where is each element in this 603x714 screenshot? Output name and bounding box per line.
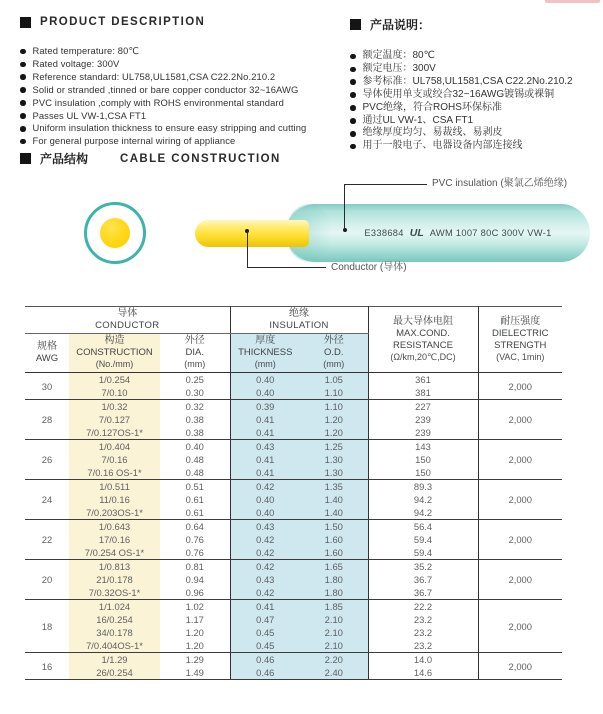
table-row <box>25 440 562 454</box>
resistance-cell: 23.2 <box>368 639 478 653</box>
od-cell: 2.10 <box>300 613 368 626</box>
awg-cell: 20 <box>25 560 69 600</box>
spec-table <box>25 306 562 680</box>
od-cell: 1.35 <box>300 480 368 494</box>
construction-cell: 7/0.254 OS-1* <box>69 546 160 560</box>
resistance-cell: 22.2 <box>368 600 478 614</box>
list-item <box>20 122 342 135</box>
list-item-text: PVC绝缘，符合ROHS环保标准 <box>362 101 502 113</box>
bullet-icon <box>350 54 356 60</box>
construction-column-header: 构造 CONSTRUCTION (No./mm) <box>69 334 160 373</box>
dia-cell: 0.94 <box>185 574 204 585</box>
product-description-cn-list <box>350 50 598 153</box>
table-row <box>25 480 562 494</box>
bullet-icon <box>350 105 356 111</box>
list-item-text: Reference standard: UL758,UL1581,CSA C22.2No.210.2 <box>32 70 276 82</box>
list-item <box>350 102 598 115</box>
list-item <box>350 76 598 89</box>
resistance-column-header: 最大导体电阻 MAX.COND. RESISTANCE (Ω/km,20℃,DC) <box>368 307 478 373</box>
page-edge-artifact <box>545 0 600 3</box>
bullet-icon <box>20 100 26 106</box>
construction-cell: 7/0.10 <box>69 386 160 400</box>
construction-cell: 7/0.16 OS-1* <box>69 466 160 480</box>
od-cell: 1.30 <box>300 453 368 466</box>
resistance-cell: 59.4 <box>368 533 478 546</box>
construction-cell: 26/0.254 <box>69 666 160 680</box>
thickness-cell: 0.42 <box>230 560 300 574</box>
list-item <box>350 115 598 128</box>
resistance-cell: 59.4 <box>368 546 478 560</box>
list-item <box>20 97 342 110</box>
od-cell: 1.30 <box>300 466 368 480</box>
thickness-cell: 0.43 <box>230 520 300 534</box>
od-cell: 1.85 <box>300 600 368 614</box>
od-cell: 1.20 <box>300 426 368 440</box>
thickness-cell: 0.43 <box>230 573 300 586</box>
list-item <box>20 135 342 148</box>
bullet-icon <box>350 131 356 137</box>
list-item <box>350 127 598 140</box>
dielectric-column-header: 耐压强度 DIELECTRIC STRENGTH (VAC, 1min) <box>478 307 562 373</box>
construction-cell: 7/0.203OS-1* <box>69 506 160 520</box>
list-item <box>350 140 598 153</box>
cable-diagram <box>0 168 603 303</box>
thickness-cell: 0.41 <box>230 426 300 440</box>
construction-cell: 7/0.16 <box>69 453 160 466</box>
bullet-icon <box>350 67 356 73</box>
resistance-cell: 239 <box>368 426 478 440</box>
dia-cell: 1.20 <box>185 627 204 638</box>
resistance-cell: 94.2 <box>368 506 478 520</box>
thickness-cell: 0.40 <box>230 493 300 506</box>
od-cell: 1.10 <box>300 400 368 414</box>
dielectric-cell: 2,000 <box>478 480 562 520</box>
thickness-cell: 0.42 <box>230 586 300 600</box>
list-item <box>20 110 342 123</box>
resistance-cell: 36.7 <box>368 573 478 586</box>
thickness-cell: 0.46 <box>230 666 300 680</box>
dia-cell: 0.96 <box>160 586 230 600</box>
list-item <box>20 71 342 84</box>
product-description-list <box>20 45 342 148</box>
thickness-cell: 0.45 <box>230 626 300 639</box>
construction-cell: 7/0.32OS-1* <box>69 586 160 600</box>
cross-section-conductor-core <box>100 218 130 248</box>
dia-cell: 0.61 <box>185 494 204 505</box>
resistance-cell: 361 <box>368 373 478 387</box>
dielectric-cell: 2,000 <box>478 653 562 680</box>
dia-cell: 0.48 <box>185 454 204 465</box>
dia-cell: 0.30 <box>160 386 230 400</box>
product-description-title: PRODUCT DESCRIPTION <box>40 16 206 28</box>
conductor-label: Conductor (导体) <box>331 262 407 273</box>
list-item-text: Rated voltage: 300V <box>32 57 120 69</box>
cable-conductor-graphic <box>195 220 309 247</box>
bullet-icon <box>20 139 26 145</box>
bullet-icon <box>20 126 26 132</box>
od-cell: 1.60 <box>300 546 368 560</box>
cable-construction-header <box>20 150 281 167</box>
construction-cell: 7/0.127 <box>69 413 160 426</box>
construction-cell: 34/0.178 <box>69 626 160 639</box>
dia-cell: 0.61 <box>160 506 230 520</box>
group-header-row <box>25 307 562 334</box>
bullet-icon <box>350 92 356 98</box>
list-item <box>350 50 598 63</box>
od-cell: 1.80 <box>300 573 368 586</box>
thickness-cell: 0.42 <box>230 546 300 560</box>
resistance-cell: 23.2 <box>368 626 478 639</box>
construction-cell: 1/1.024 <box>69 600 160 614</box>
dia-cell: 0.76 <box>185 534 204 545</box>
od-cell: 1.05 <box>300 373 368 387</box>
dia-cell: 0.48 <box>160 466 230 480</box>
thickness-cell: 0.45 <box>230 639 300 653</box>
construction-cell: 1/0.813 <box>69 560 160 574</box>
od-cell: 1.10 <box>300 386 368 400</box>
list-item-text: 额定电压：300V <box>362 62 436 74</box>
thickness-cell: 0.42 <box>230 480 300 494</box>
thickness-column-header: 厚度 THICKNESS (mm) <box>230 334 300 373</box>
dia-cell: 0.38 <box>185 414 204 425</box>
bullet-icon <box>350 144 356 150</box>
list-item-text: 额定温度：80℃ <box>362 50 435 61</box>
product-description-section <box>20 16 342 148</box>
thickness-cell: 0.42 <box>230 533 300 546</box>
construction-cell: 1/0.404 <box>69 440 160 454</box>
od-cell: 2.10 <box>300 626 368 639</box>
leader-line <box>344 184 427 185</box>
resistance-cell: 56.4 <box>368 520 478 534</box>
awg-cell: 24 <box>25 480 69 520</box>
construction-cell: 1/0.643 <box>69 520 160 534</box>
awg-cell: 30 <box>25 373 69 400</box>
table-row <box>25 520 562 534</box>
dia-cell: 1.17 <box>185 614 204 625</box>
list-item <box>20 84 342 97</box>
thickness-cell: 0.40 <box>230 506 300 520</box>
leader-line <box>247 231 248 268</box>
construction-cell: 7/0.127OS-1* <box>69 426 160 440</box>
bullet-icon <box>20 87 26 93</box>
section-marker-icon <box>20 17 31 28</box>
awm-style-text: AWM 1007 80C 300V VW-1 <box>429 228 552 238</box>
dielectric-cell: 2,000 <box>478 440 562 480</box>
table-row <box>25 400 562 414</box>
conductor-group-header: 导体 CONDUCTOR <box>25 307 230 334</box>
bullet-icon <box>20 74 26 80</box>
construction-cell: 1/1.29 <box>69 653 160 667</box>
bullet-icon <box>20 49 26 55</box>
thickness-cell: 0.41 <box>230 600 300 614</box>
list-item-text: 用于一般电子、电器设备内部连接线 <box>362 140 523 152</box>
od-cell: 1.40 <box>300 493 368 506</box>
od-cell: 2.40 <box>300 666 368 680</box>
insulation-group-header: 绝缘 INSULATION <box>230 307 368 334</box>
construction-cell: 17/0.16 <box>69 533 160 546</box>
od-cell: 1.80 <box>300 586 368 600</box>
resistance-cell: 143 <box>368 440 478 454</box>
resistance-cell: 35.2 <box>368 560 478 574</box>
list-item-text: Rated temperature: 80℃ <box>32 45 140 56</box>
bullet-icon <box>20 113 26 119</box>
dia-cell: 0.38 <box>160 426 230 440</box>
construction-cell: 1/0.254 <box>69 373 160 387</box>
awg-column-header: 规格 AWG <box>25 334 69 373</box>
leader-line <box>247 267 326 268</box>
construction-cell: 1/0.32 <box>69 400 160 414</box>
list-item-text: Uniform insulation thickness to ensure easy stripping and cutting <box>32 122 307 134</box>
resistance-cell: 381 <box>368 386 478 400</box>
resistance-cell: 150 <box>368 453 478 466</box>
awg-cell: 26 <box>25 440 69 480</box>
od-cell: 1.50 <box>300 520 368 534</box>
dia-cell: 0.32 <box>185 401 204 412</box>
awg-cell: 18 <box>25 600 69 653</box>
dia-cell: 1.29 <box>185 654 204 665</box>
construction-cell: 1/0.511 <box>69 480 160 494</box>
table-row <box>25 560 562 574</box>
list-item-text: 通过UL VW-1、CSA FT1 <box>362 114 474 126</box>
od-cell: 2.10 <box>300 639 368 653</box>
resistance-cell: 227 <box>368 400 478 414</box>
dielectric-cell: 2,000 <box>478 373 562 400</box>
dia-cell: 0.64 <box>185 521 204 532</box>
dia-cell: 0.81 <box>185 561 204 572</box>
ul-file-number: E338684 <box>364 228 404 238</box>
resistance-cell: 23.2 <box>368 613 478 626</box>
leader-line <box>344 184 345 230</box>
dia-cell: 1.49 <box>160 666 230 680</box>
dielectric-cell: 2,000 <box>478 520 562 560</box>
product-description-cn-title: 产品说明： <box>370 18 431 32</box>
od-cell: 1.40 <box>300 506 368 520</box>
table-row <box>25 373 562 387</box>
thickness-cell: 0.40 <box>230 373 300 387</box>
resistance-cell: 94.2 <box>368 493 478 506</box>
construction-cell: 16/0.254 <box>69 613 160 626</box>
list-item-text: 绝缘厚度均匀、易裁线、易剥皮 <box>362 127 503 139</box>
dielectric-cell: 2,000 <box>478 600 562 653</box>
list-item <box>350 89 598 102</box>
cable-construction-title-en: CABLE CONSTRUCTION <box>120 152 281 165</box>
dia-cell: 0.51 <box>185 481 204 492</box>
list-item-text: 参考标准：UL758,UL1581,CSA C22.2No.210.2 <box>362 75 573 87</box>
dia-cell: 1.02 <box>185 601 204 612</box>
product-description-cn-section <box>350 16 598 153</box>
list-item-text: 导体使用单支或绞合32~16AWG镀锡或裸铜 <box>362 88 555 100</box>
list-item <box>20 58 342 71</box>
resistance-cell: 36.7 <box>368 586 478 600</box>
od-cell: 1.20 <box>300 413 368 426</box>
construction-cell: 21/0.178 <box>69 573 160 586</box>
list-item-text: Solid or stranded ,tinned or bare copper conductor 32~16AWG <box>32 83 299 95</box>
awg-cell: 22 <box>25 520 69 560</box>
construction-cell: 11/0.16 <box>69 493 160 506</box>
thickness-cell: 0.40 <box>230 386 300 400</box>
section-marker-icon <box>350 19 361 30</box>
product-description-header <box>20 16 342 28</box>
awg-cell: 16 <box>25 653 69 680</box>
dielectric-cell: 2,000 <box>478 560 562 600</box>
od-cell: 2.20 <box>300 653 368 667</box>
cable-cross-section-graphic <box>84 202 146 264</box>
list-item-text: For general purpose internal wiring of appliance <box>32 135 236 147</box>
cable-marking-text <box>330 227 586 239</box>
resistance-cell: 14.6 <box>368 666 478 680</box>
thickness-cell: 0.41 <box>230 466 300 480</box>
dia-cell: 0.40 <box>185 441 204 452</box>
dia-column-header: 外径 DIA. (mm) <box>160 334 230 373</box>
dielectric-cell: 2,000 <box>478 400 562 440</box>
od-column-header: 外径 O.D. (mm) <box>300 334 368 373</box>
dia-cell: 1.20 <box>160 639 230 653</box>
list-item <box>20 45 342 58</box>
table-row <box>25 600 562 614</box>
resistance-cell: 89.3 <box>368 480 478 494</box>
list-item-text: Passes UL VW-1,CSA FT1 <box>32 109 147 121</box>
dia-cell: 0.76 <box>160 546 230 560</box>
product-description-cn-header <box>350 16 598 33</box>
od-cell: 1.60 <box>300 533 368 546</box>
list-item-text: PVC insulation ,comply with ROHS environmental standard <box>32 96 284 108</box>
list-item <box>350 63 598 76</box>
resistance-cell: 14.0 <box>368 653 478 667</box>
bullet-icon <box>350 118 356 124</box>
resistance-cell: 150 <box>368 466 478 480</box>
bullet-icon <box>350 79 356 85</box>
pvc-insulation-label: PVC insulation (聚氯乙烯绝缘) <box>432 178 568 189</box>
thickness-cell: 0.41 <box>230 413 300 426</box>
thickness-cell: 0.41 <box>230 453 300 466</box>
thickness-cell: 0.46 <box>230 653 300 667</box>
thickness-cell: 0.39 <box>230 400 300 414</box>
section-marker-icon <box>20 153 31 164</box>
cable-construction-title-cn: 产品结构 <box>40 152 89 166</box>
thickness-cell: 0.43 <box>230 440 300 454</box>
thickness-cell: 0.47 <box>230 613 300 626</box>
table-row <box>25 653 562 667</box>
od-cell: 1.25 <box>300 440 368 454</box>
awg-cell: 28 <box>25 400 69 440</box>
od-cell: 1.65 <box>300 560 368 574</box>
construction-cell: 7/0.404OS-1* <box>69 639 160 653</box>
resistance-cell: 239 <box>368 413 478 426</box>
dia-cell: 0.25 <box>185 374 204 385</box>
ul-mark-icon: UL <box>409 227 424 239</box>
bullet-icon <box>20 62 26 68</box>
